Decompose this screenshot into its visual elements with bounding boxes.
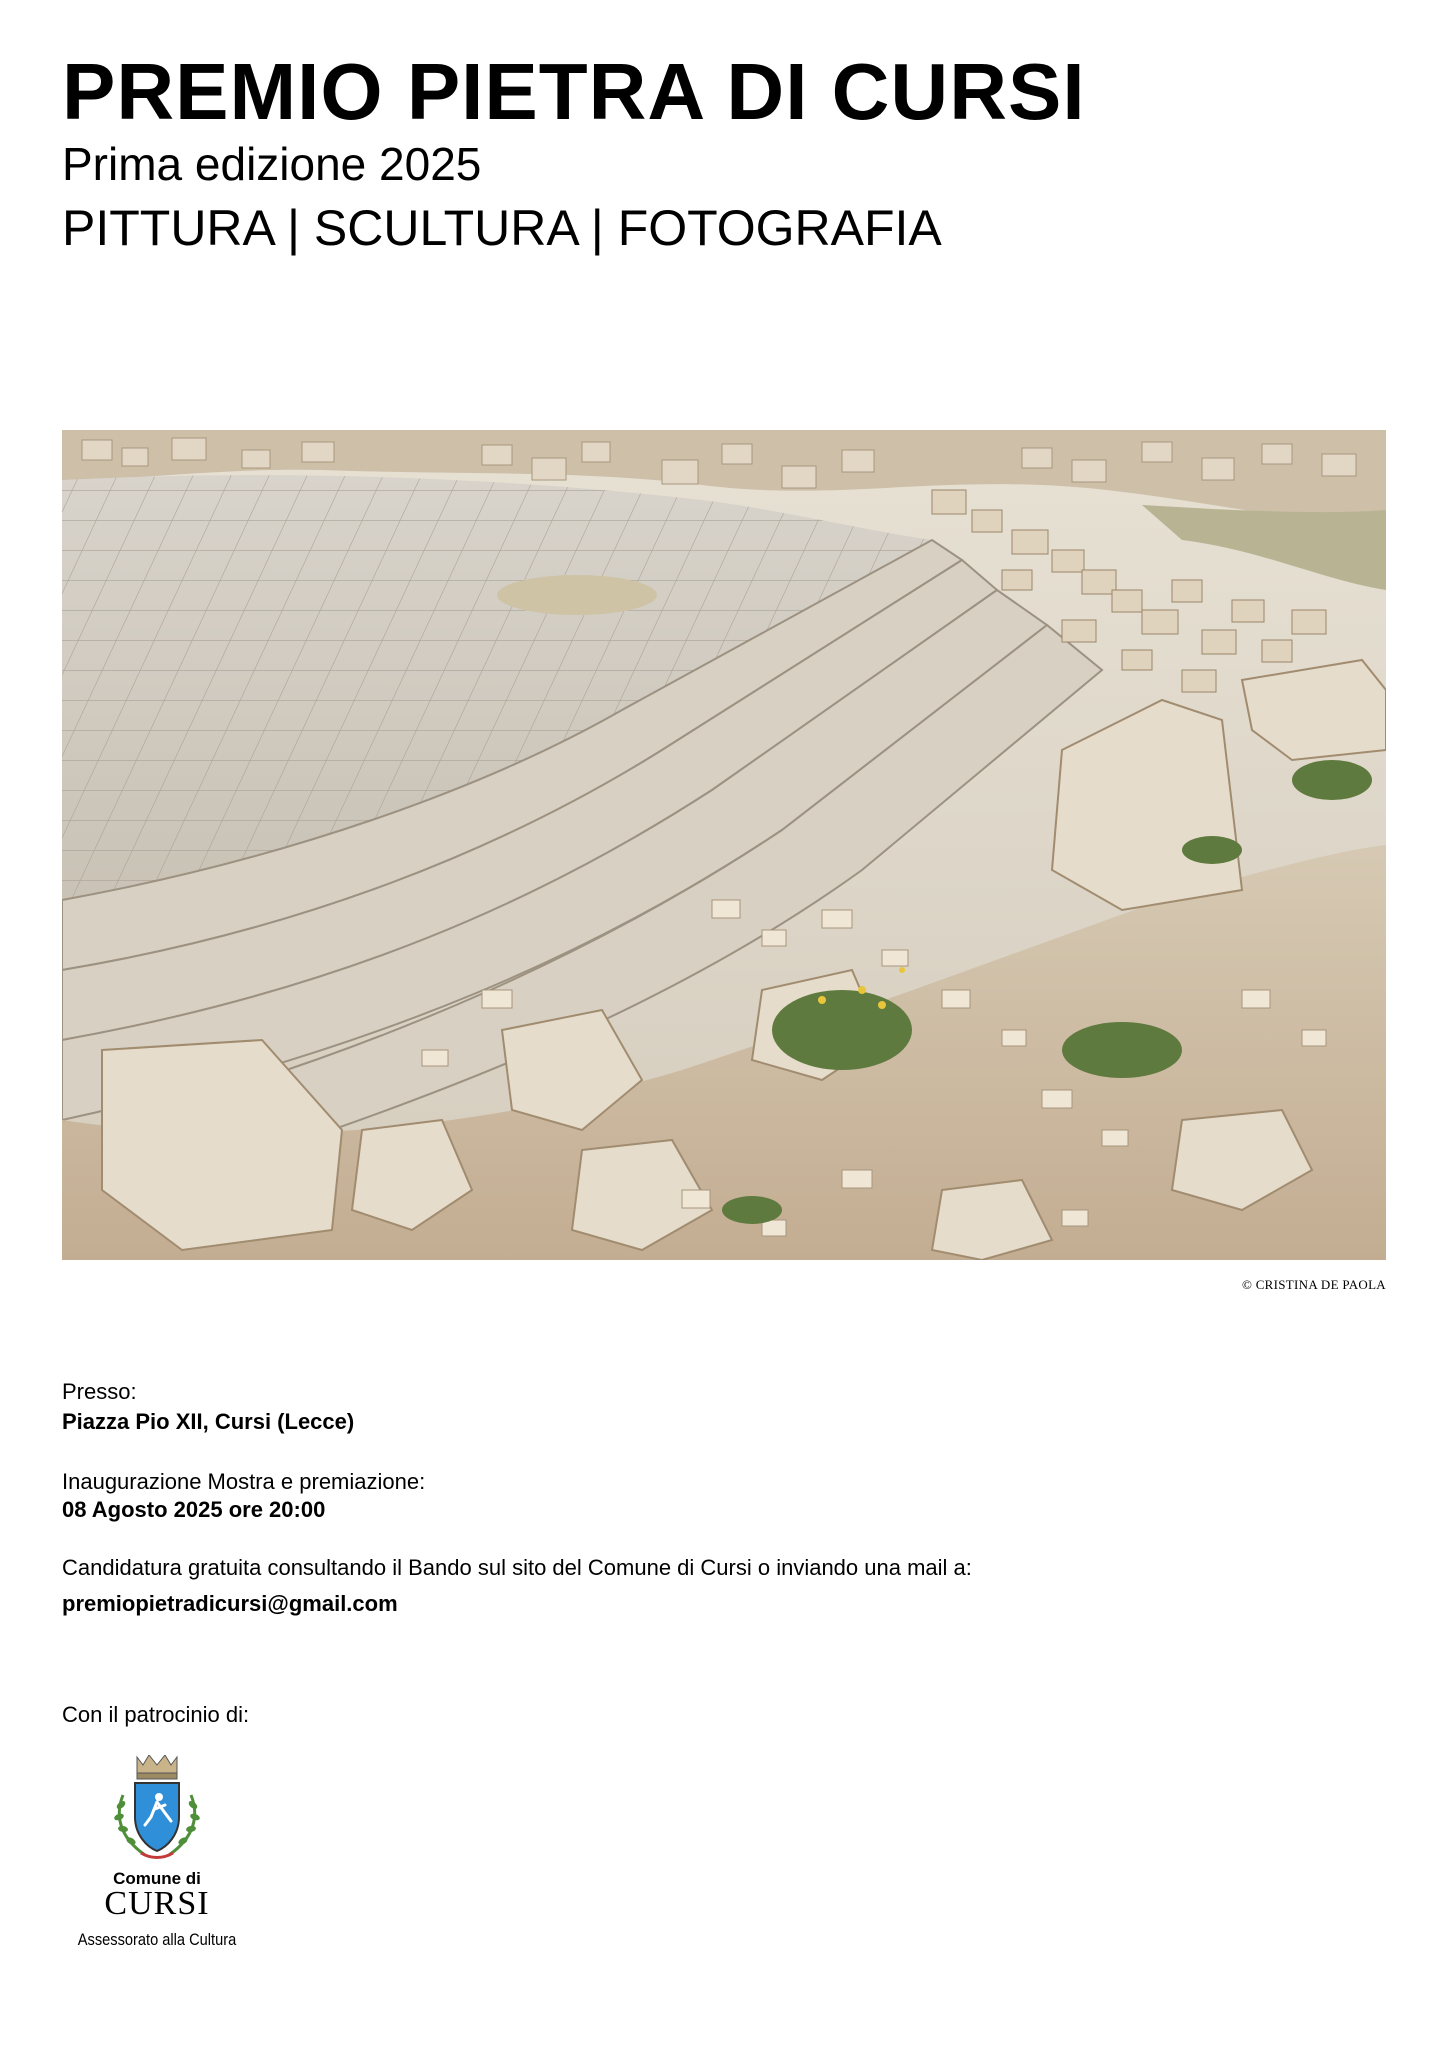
patronage-label: Con il patrocinio di: [62, 1702, 250, 1727]
venue-label: Presso: [62, 1379, 137, 1404]
logo-assessorato-label: Assessorato alla Cultura [77, 1930, 237, 1949]
disciplines-line: PITTURA | SCULTURA | FOTOGRAFIA [62, 200, 942, 256]
logo-cursi-label: CURSI [104, 1885, 210, 1922]
poster-title: PREMIO PIETRA DI CURSI [62, 47, 1086, 136]
application-text: Candidatura gratuita consultando il Bando sul sito del Comune di Cursi o inviando una mail a: [62, 1555, 972, 1580]
application-email[interactable]: premiopietradicursi@gmail.com [62, 1591, 398, 1616]
venue-value: Piazza Pio XII, Cursi (Lecce) [62, 1409, 355, 1434]
opening-label: Inaugurazione Mostra e premiazione: [62, 1469, 426, 1494]
quarry-photo [62, 430, 1386, 1260]
edition-subtitle: Prima edizione 2025 [62, 138, 482, 190]
cursi-coat-of-arms-icon [105, 1755, 209, 1865]
opening-value: 08 Agosto 2025 ore 20:00 [62, 1497, 326, 1522]
logo-comune-label: Comune di [113, 1869, 201, 1888]
photo-credit: © CRISTINA DE PAOLA [1241, 1277, 1386, 1292]
comune-di-cursi-logo [62, 1755, 252, 1955]
